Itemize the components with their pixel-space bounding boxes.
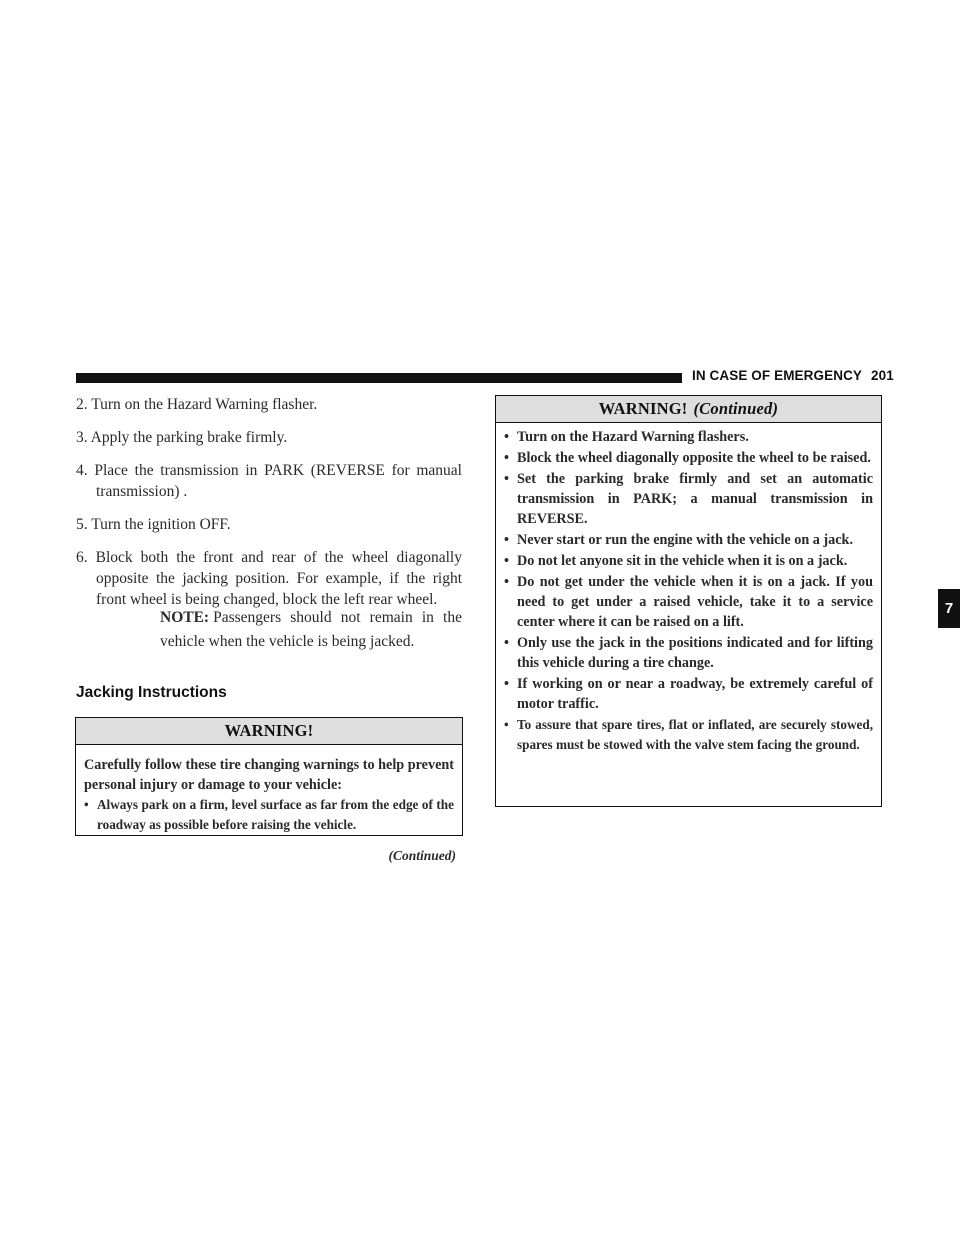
warning-title-text: WARNING! (598, 399, 688, 418)
note-label: NOTE: (160, 609, 210, 626)
section-heading: Jacking Instructions (76, 684, 227, 701)
bullet-icon: • (504, 429, 509, 445)
continued-label: (Continued) (388, 848, 456, 863)
bullet-icon: • (504, 574, 509, 590)
warning-bullet (84, 795, 454, 835)
warning-bullet (504, 572, 873, 632)
bullet-text: Set the parking brake firmly and set an automatic transmission in PARK; a manual transmission in REVERSE. (517, 471, 873, 527)
note-block (160, 606, 462, 654)
step-item: 4. Place the transmission in PARK (REVERSE for manual transmission) . (76, 462, 462, 500)
step-item: 2. Turn on the Hazard Warning flasher. (76, 396, 318, 413)
warning-bullet (504, 674, 873, 714)
bullet-text: If working on or near a roadway, be extremely careful of motor traffic. (517, 676, 873, 712)
bullet-text: Only use the jack in the positions indicated and for lifting this vehicle during a tire change. (517, 635, 873, 671)
bullet-text: Do not let anyone sit in the vehicle when it is on a jack. (517, 553, 848, 569)
warning-box-jacking (75, 717, 463, 836)
warning-bullet (504, 715, 873, 755)
bullet-text: To assure that spare tires, flat or inflated, are securely stowed, spares must be stowed with the valve stem facing the ground. (517, 717, 873, 752)
bullet-text: Block the wheel diagonally opposite the wheel to be raised. (517, 450, 871, 466)
steps-list (76, 394, 462, 622)
warning-bullets (504, 427, 873, 755)
step-item: 3. Apply the parking brake firmly. (76, 429, 288, 446)
bullet-icon: • (504, 676, 509, 692)
warning-bullet (504, 551, 873, 571)
warning-bullet (504, 530, 873, 550)
bullet-icon: • (504, 532, 509, 548)
warning-bullet (504, 427, 873, 447)
bullet-icon: • (84, 797, 89, 812)
warning-bullets (84, 795, 454, 835)
page-number: 201 (871, 368, 894, 383)
warning-body (496, 423, 881, 755)
bullet-text: Turn on the Hazard Warning flashers. (517, 429, 749, 445)
chapter-tab: 7 (938, 589, 960, 628)
warning-title (496, 396, 881, 423)
bullet-text: Do not get under the vehicle when it is on a jack. If you need to get under a raised vehicle, take it to a service center where it can be raised on a lift. (517, 574, 873, 630)
warning-intro: Carefully follow these tire changing warnings to help prevent personal injury or damage to your vehicle: (84, 757, 454, 793)
bullet-text: Never start or run the engine with the vehicle on a jack. (517, 532, 853, 548)
warning-bullet (504, 469, 873, 529)
bullet-icon: • (504, 553, 509, 569)
bullet-icon: • (504, 717, 509, 732)
warning-body (76, 745, 462, 835)
warning-title (76, 718, 462, 745)
bullet-icon: • (504, 450, 509, 466)
warning-box-continued (495, 395, 882, 807)
header-rule (76, 373, 682, 383)
note-text: Passengers should not remain in the vehicle when the vehicle is being jacked. (160, 609, 462, 650)
bullet-icon: • (504, 635, 509, 651)
warning-title-text: WARNING! (224, 721, 314, 740)
header-section-title: IN CASE OF EMERGENCY (692, 368, 863, 383)
bullet-icon: • (504, 471, 509, 487)
warning-title-suffix: (Continued) (693, 399, 779, 418)
bullet-text: Always park on a firm, level surface as far from the edge of the roadway as possible before raising the vehicle. (97, 797, 454, 832)
warning-bullet (504, 633, 873, 673)
step-item: 5. Turn the ignition OFF. (76, 516, 231, 533)
step-item: 6. Block both the front and rear of the wheel diagonally opposite the jacking position. For example, if the right front wheel is being changed, block the left rear wheel. (76, 549, 462, 608)
warning-bullet (504, 448, 873, 468)
running-header (692, 368, 892, 388)
